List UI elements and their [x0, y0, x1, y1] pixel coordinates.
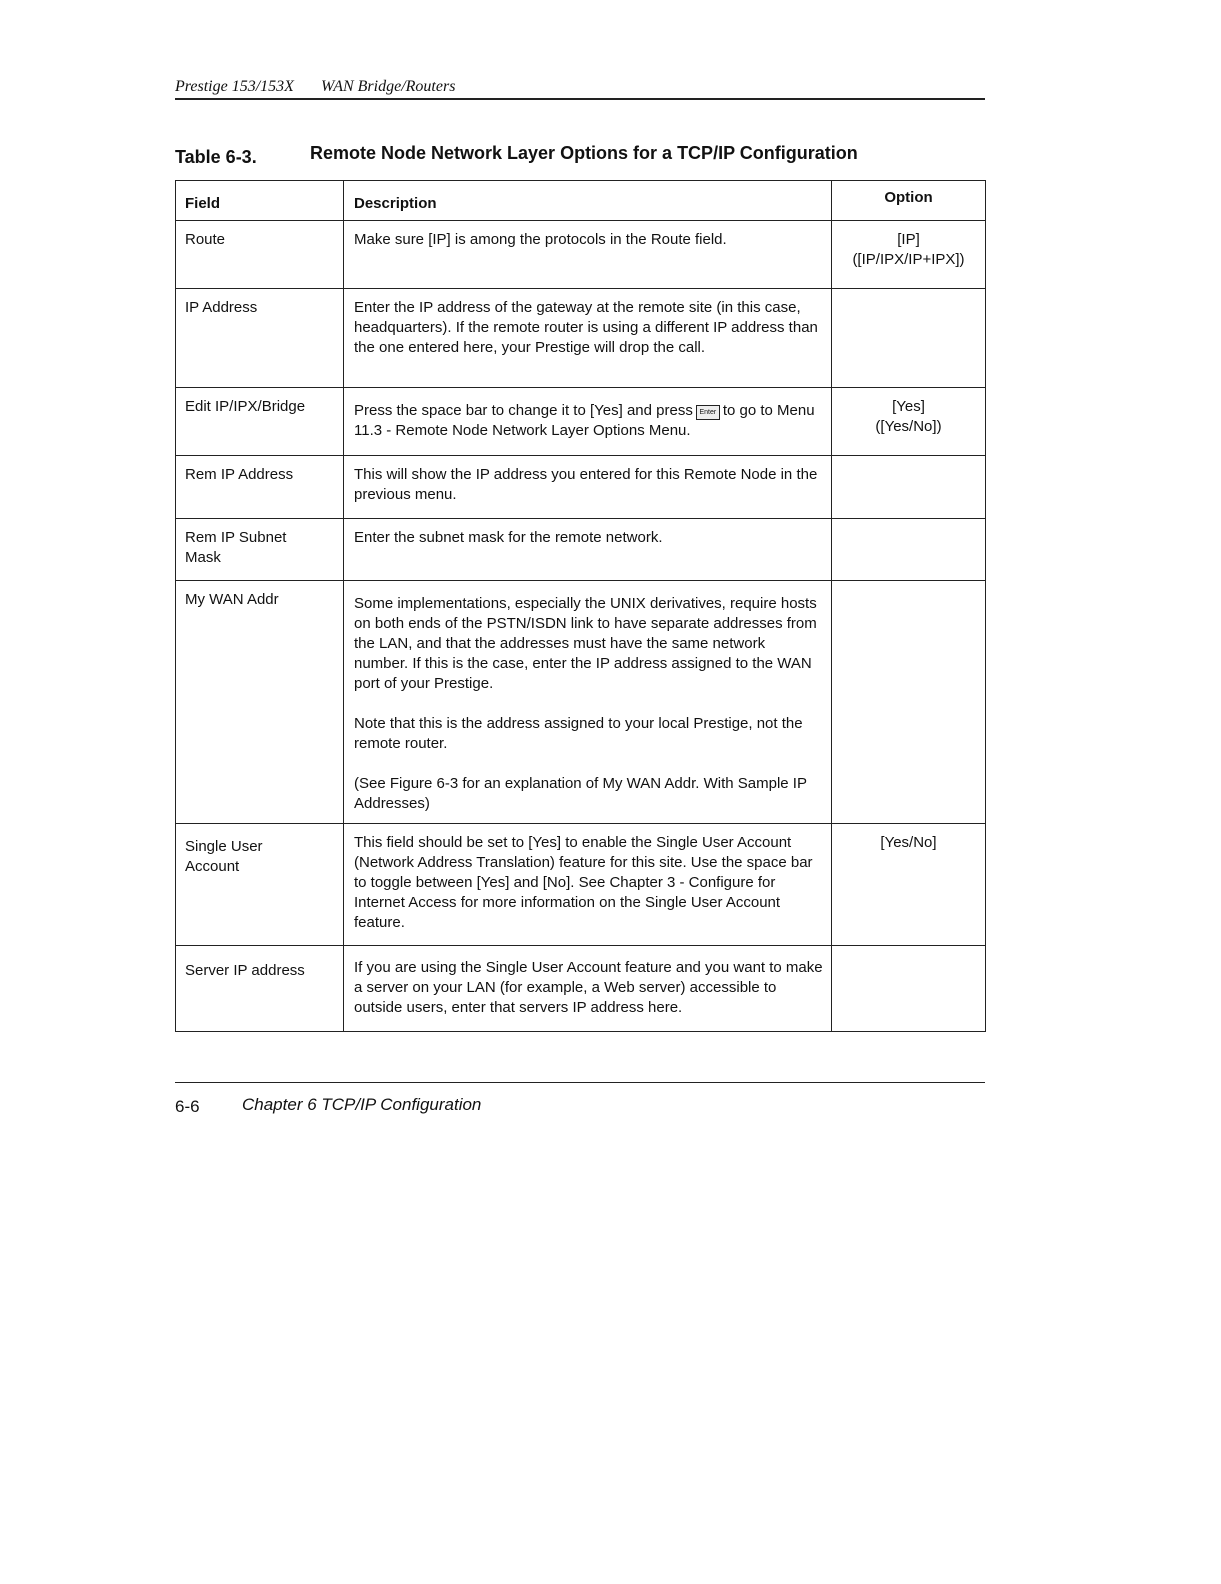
field-cell: Rem IP Address: [176, 456, 344, 519]
description-text: Enter the IP address of the gateway at the remote site (in this case, headquarters). If the remote router is using a different IP address than the one entered here, your Prestige will drop the call.: [354, 299, 818, 356]
table-row: [176, 824, 986, 946]
table-row: [176, 221, 986, 289]
running-header: [175, 76, 985, 100]
description-cell: [344, 581, 832, 824]
table-row: [176, 388, 986, 456]
field-cell: Rem IP Subnet Mask: [176, 519, 344, 581]
description-text: Some implementations, especially the UNIX derivatives, require hosts on both ends of the PSTN/ISDN link to have separate addresses from the LAN, and that the addresses must have the same network number. If this is the case, enter the IP address assigned to the WAN port of your Prestige.: [354, 595, 817, 692]
table-row: [176, 581, 986, 824]
table-row: [176, 289, 986, 388]
description-cell: [344, 289, 832, 388]
description-text: If you are using the Single User Account feature and you want to make a server on your LAN (for example, a Web server) accessible to outside users, enter that servers IP address here.: [354, 959, 823, 1016]
description-text: Make sure [IP] is among the protocols in the Route field.: [354, 231, 727, 248]
table-row: [176, 519, 986, 581]
description-text: Note that this is the address assigned to your local Prestige, not the remote router.: [354, 715, 803, 752]
page-number: 6-6: [175, 1097, 200, 1116]
column-header-field: Field: [176, 181, 344, 221]
description-cell: [344, 519, 832, 581]
column-header-option: Option: [832, 181, 986, 221]
option-cell: [832, 824, 986, 946]
option-choices: ([Yes/No]): [875, 418, 942, 435]
option-cell: [832, 946, 986, 1032]
description-text: to go to Menu 11.3 - Remote Node Network Layer Options Menu.: [354, 402, 815, 439]
description-cell: [344, 221, 832, 289]
description-cell: [344, 388, 832, 456]
option-value: [Yes/No]: [880, 834, 937, 851]
table-row: [176, 946, 986, 1032]
chapter-title: Chapter 6 TCP/IP Configuration: [242, 1095, 482, 1114]
field-cell: Edit IP/IPX/Bridge: [176, 388, 344, 456]
description-cell: [344, 824, 832, 946]
table-header-row: [176, 181, 986, 221]
field-cell: Server IP address: [176, 946, 344, 1032]
option-value: [Yes]: [892, 398, 925, 415]
running-footer: [175, 1082, 985, 1123]
option-cell: [832, 581, 986, 824]
field-cell: Route: [176, 221, 344, 289]
description-text: (See Figure 6-3 for an explanation of My WAN Addr. With Sample IP Addresses): [354, 775, 807, 812]
description-cell: [344, 456, 832, 519]
options-table: [175, 180, 986, 1032]
enter-key-icon: Enter: [696, 405, 720, 420]
description-text: Press the space bar to change it to [Yes] and press: [354, 402, 693, 419]
description-text: Enter the subnet mask for the remote network.: [354, 529, 663, 546]
field-cell: My WAN Addr: [176, 581, 344, 824]
option-cell: [832, 519, 986, 581]
option-cell: [832, 456, 986, 519]
table-number: Table 6-3.: [175, 147, 257, 167]
option-cell: [832, 221, 986, 289]
description-cell: [344, 946, 832, 1032]
header-product: Prestige 153/153X: [175, 78, 294, 95]
field-cell: Single User Account: [176, 824, 344, 946]
option-choices: ([IP/IPX/IP+IPX]): [852, 251, 965, 268]
header-subtitle: WAN Bridge/Routers: [321, 78, 456, 95]
table-title: Remote Node Network Layer Options for a TCP/IP Configuration: [310, 143, 858, 163]
field-cell: IP Address: [176, 289, 344, 388]
description-text: This field should be set to [Yes] to enable the Single User Account (Network Address Translation) feature for this site. Use the space bar to toggle between [Yes] and [No]. See Chapter 3 - Configure for Internet Access for more information on the Single User Account feature.: [354, 834, 813, 931]
table-row: [176, 456, 986, 519]
option-value: [IP]: [897, 231, 920, 248]
description-text: This will show the IP address you entered for this Remote Node in the previous menu.: [354, 466, 818, 503]
option-cell: [832, 388, 986, 456]
option-cell: [832, 289, 986, 388]
column-header-description: Description: [344, 181, 832, 221]
